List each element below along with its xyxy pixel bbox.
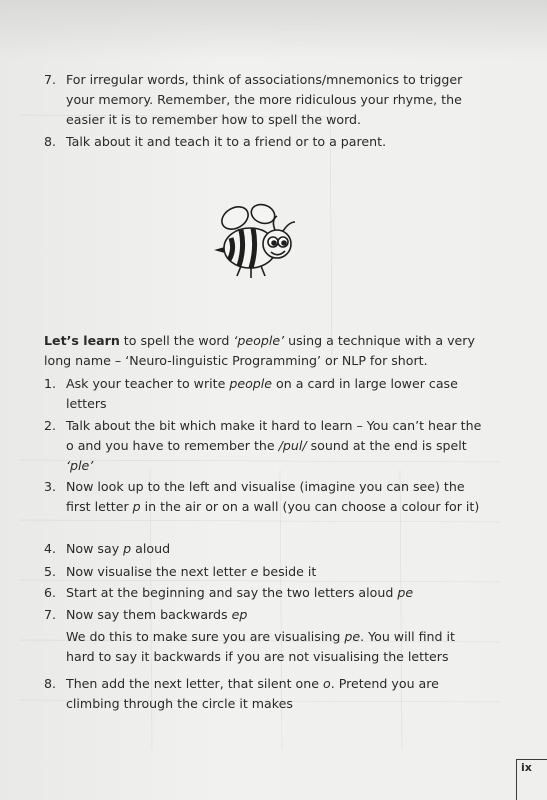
- step-number: 2.: [44, 418, 57, 433]
- step-text-part: Then add the next letter, that silent one: [66, 676, 323, 691]
- step-number: 7.: [44, 607, 57, 622]
- bee-illustration: [205, 200, 310, 280]
- step-text: [66, 605, 486, 625]
- step-text-part-italic: ‘ple’: [66, 458, 94, 473]
- step-number: 5.: [44, 564, 57, 579]
- step-text: [66, 539, 486, 559]
- intro-bold: Let’s learn: [44, 333, 120, 348]
- step-text-part: Now visualise the next letter: [66, 564, 251, 579]
- item-number: 7.: [44, 72, 57, 87]
- item-text: [66, 132, 486, 152]
- step-text-part: Now say them backwards: [66, 607, 232, 622]
- intro-word: ‘people’: [233, 333, 285, 348]
- step-text: [66, 562, 486, 582]
- step-text-part: Now look up to the left and visualise (imagine you can see) the first letter: [66, 479, 465, 514]
- step-text: [66, 674, 486, 714]
- step-text: [66, 583, 486, 603]
- step-text-part: in the air or on a wall (you can choose a colour for it): [140, 499, 480, 514]
- intro-post: using a technique with a very long name – ‘Neuro-linguistic Programming’ or NLP for short.: [44, 333, 475, 368]
- step-text-part-italic: p: [132, 499, 141, 514]
- note-text-part-italic: pe: [344, 629, 361, 644]
- step-text-part-italic: pe: [397, 585, 414, 600]
- note-text-part: We do this to make sure you are visualising: [66, 629, 345, 644]
- item-number: 8.: [44, 134, 57, 149]
- step-text-part-italic: ep: [231, 607, 248, 622]
- step-text-part: aloud: [131, 541, 171, 556]
- item-text: [66, 70, 486, 130]
- step-text-part: sound at the end is spelt: [306, 438, 467, 453]
- step-text-part: Start at the beginning and say the two letters aloud: [66, 585, 398, 600]
- step-number: 4.: [44, 541, 57, 556]
- page-number: ix: [521, 761, 532, 774]
- step-text-part: on a card in large lower case letters: [66, 376, 458, 411]
- step-text: [66, 416, 486, 476]
- intro-paragraph: [44, 331, 484, 371]
- step-number: 6.: [44, 585, 57, 600]
- step-text-part-italic: e: [250, 564, 259, 579]
- step-text-part-italic: o: [323, 676, 331, 691]
- step-text: [66, 374, 486, 414]
- step-number: 1.: [44, 376, 57, 391]
- item-text-part: For irregular words, think of associations/mnemonics to trigger your memory. Remember, the more ridiculous your rhyme, the easier it is to remember how to spell the word.: [66, 72, 463, 127]
- item-text-part: Talk about it and teach it to a friend or to a parent.: [66, 134, 387, 149]
- step-number: 8.: [44, 676, 57, 691]
- step-text-part-italic: /pul/: [278, 438, 307, 453]
- step-text-part: Now say: [66, 541, 124, 556]
- step-text-part: . Pretend you are climbing through the circle it makes: [66, 676, 439, 711]
- step-text-part-italic: p: [123, 541, 132, 556]
- step7-note: [66, 627, 486, 667]
- step-number: 3.: [44, 479, 57, 494]
- step-text: [66, 477, 486, 517]
- page-number-box: [516, 759, 547, 800]
- intro-pre: to spell the word: [119, 333, 234, 348]
- step-text-part-italic: people: [229, 376, 273, 391]
- step-text-part: Ask your teacher to write: [66, 376, 230, 391]
- step-text-part: beside it: [258, 564, 317, 579]
- step-text-part: Talk about the bit which make it hard to learn – You can’t hear the o and you have to remember the: [66, 418, 482, 453]
- note-text-part: . You will find it hard to say it backwards if you are not visualising the letters: [66, 629, 455, 664]
